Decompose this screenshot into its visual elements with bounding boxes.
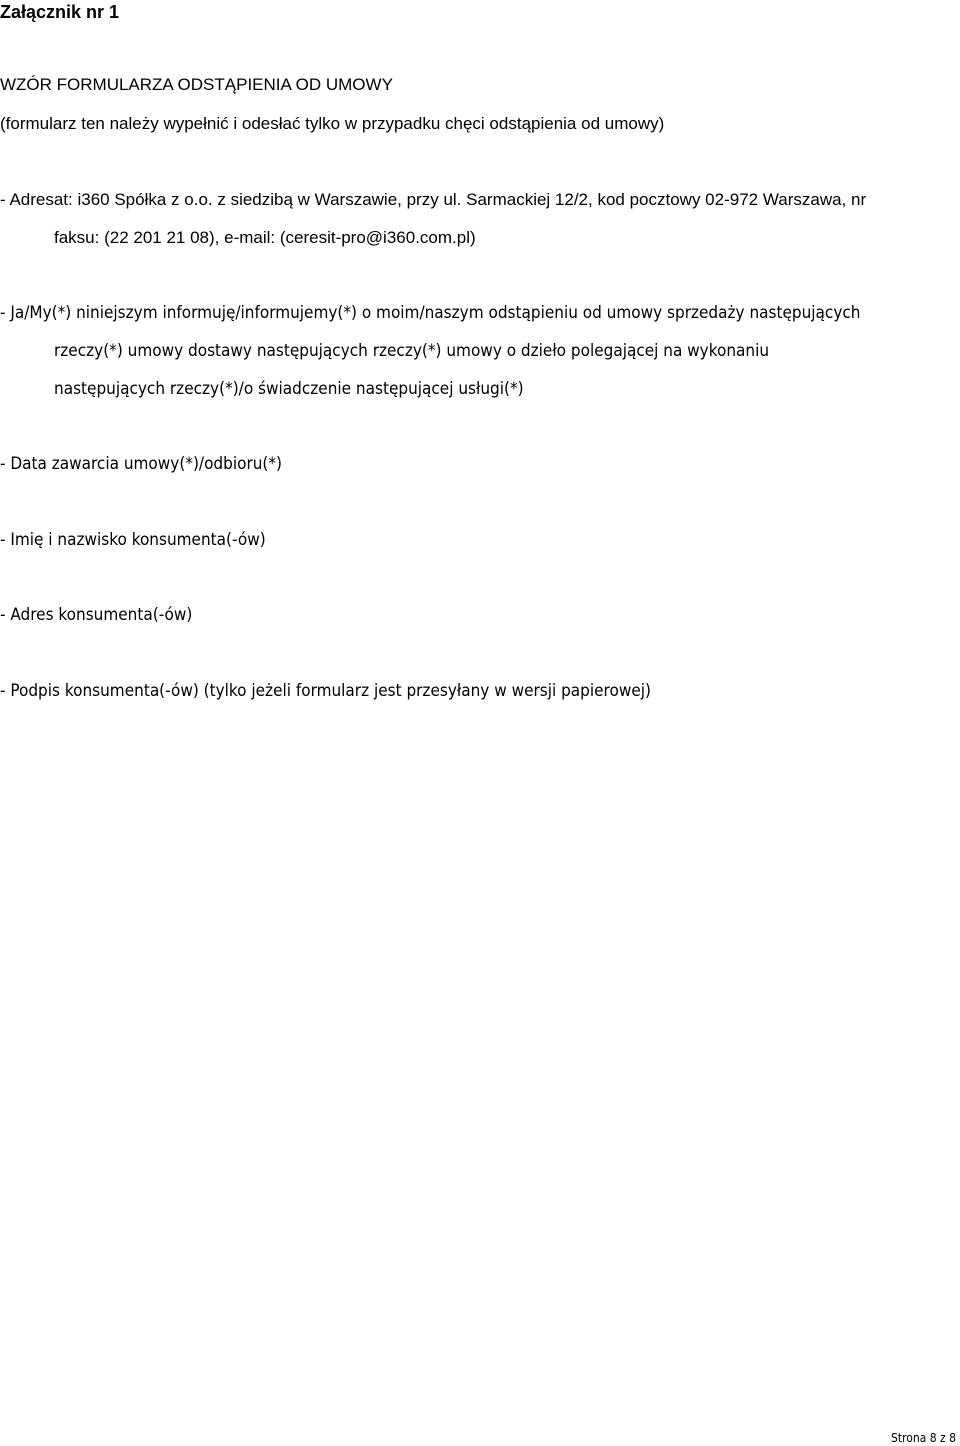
annex-heading: Załącznik nr 1 bbox=[0, 2, 120, 22]
consumer-address-field: - Adres konsumenta(-ów) bbox=[0, 605, 193, 625]
contract-date-field: - Data zawarcia umowy(*)/odbioru(*) bbox=[0, 454, 283, 474]
form-title: WZÓR FORMULARZA ODSTĄPIENIA OD UMOWY bbox=[0, 75, 393, 94]
statement-line-1: - Ja/My(*) niniejszym informuję/informujemy(*) o moim/naszym odstąpieniu od umowy sprzedaży następujących bbox=[0, 303, 861, 323]
statement-line-2: rzeczy(*) umowy dostawy następujących rzeczy(*) umowy o dzieło polegającej na wykonaniu bbox=[54, 341, 770, 361]
form-subtitle: (formularz ten należy wypełnić i odesłać tylko w przypadku chęci odstąpienia od umowy) bbox=[0, 114, 665, 133]
consumer-signature-field: - Podpis konsumenta(-ów) (tylko jeżeli formularz jest przesyłany w wersji papierowej) bbox=[0, 681, 651, 701]
page-number: Strona 8 z 8 bbox=[890, 1431, 956, 1445]
addressee-line-2: faksu: (22 201 21 08), e-mail: (ceresit-pro@i360.com.pl) bbox=[54, 228, 476, 247]
addressee-line-1: - Adresat: i360 Spółka z o.o. z siedzibą w Warszawie, przy ul. Sarmackiej 12/2, kod pocztowy 02-972 Warszawa, nr bbox=[0, 190, 867, 209]
consumer-name-field: - Imię i nazwisko konsumenta(-ów) bbox=[0, 530, 266, 550]
statement-line-3: następujących rzeczy(*)/o świadczenie następującej usługi(*) bbox=[54, 379, 524, 399]
